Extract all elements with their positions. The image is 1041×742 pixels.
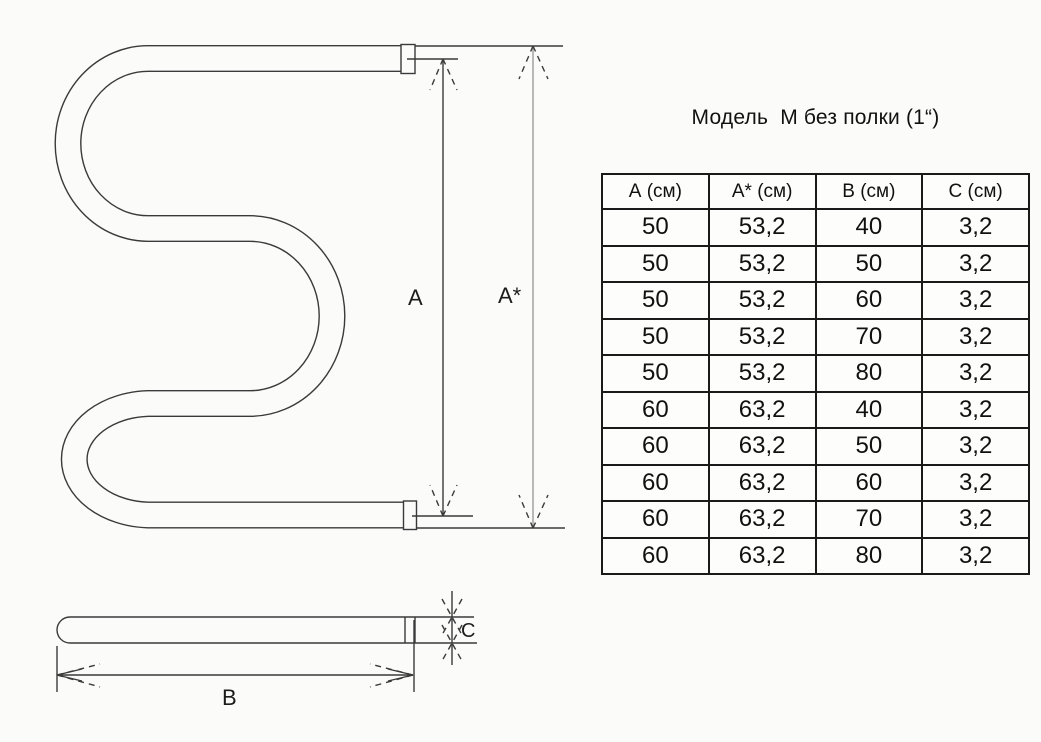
table-cell: 53,2 <box>709 246 816 283</box>
table-cell: 3,2 <box>922 538 1029 575</box>
dim-a-label: А <box>408 285 423 310</box>
table-cell: 60 <box>816 282 923 319</box>
table-cell: 50 <box>602 355 709 392</box>
table-cell: 50 <box>816 428 923 465</box>
table-cell: 50 <box>816 246 923 283</box>
table-row <box>602 392 1029 429</box>
table-cell: 70 <box>816 319 923 356</box>
table-cell: 3,2 <box>922 465 1029 502</box>
table-cell: 60 <box>602 465 709 502</box>
table-cell: 60 <box>602 538 709 575</box>
dim-c-label: С <box>461 620 476 642</box>
col-header-a: А (см) <box>602 174 709 209</box>
table-header-row <box>602 174 1029 209</box>
table-cell: 63,2 <box>709 501 816 538</box>
table-row <box>602 209 1029 246</box>
table-cell: 63,2 <box>709 538 816 575</box>
bottom-pipe-end-fitting <box>404 501 417 530</box>
table-cell: 3,2 <box>922 246 1029 283</box>
top-view-pipe <box>57 617 415 643</box>
table-cell: 80 <box>816 355 923 392</box>
table-cell: 53,2 <box>709 319 816 356</box>
table-cell: 3,2 <box>922 392 1029 429</box>
table-cell: 50 <box>602 282 709 319</box>
dim-b-label: В <box>222 685 237 710</box>
table-cell: 60 <box>816 465 923 502</box>
table-cell: 53,2 <box>709 355 816 392</box>
table-cell: 63,2 <box>709 465 816 502</box>
table-cell: 3,2 <box>922 355 1029 392</box>
model-title: Модель М без полки (1“) <box>691 106 940 129</box>
table-cell: 50 <box>602 319 709 356</box>
table-cell: 50 <box>602 209 709 246</box>
front-view <box>68 45 565 530</box>
table-cell: 60 <box>602 392 709 429</box>
table-cell: 70 <box>816 501 923 538</box>
table-cell: 63,2 <box>709 392 816 429</box>
table-cell: 3,2 <box>922 282 1029 319</box>
table-row <box>602 282 1029 319</box>
top-view <box>57 591 477 710</box>
table-cell: 63,2 <box>709 428 816 465</box>
table-cell: 80 <box>816 538 923 575</box>
table-cell: 60 <box>602 501 709 538</box>
table-cell: 3,2 <box>922 501 1029 538</box>
table-cell: 53,2 <box>709 282 816 319</box>
table-cell: 3,2 <box>922 319 1029 356</box>
table-row <box>602 538 1029 575</box>
table-cell: 3,2 <box>922 209 1029 246</box>
table-row <box>602 246 1029 283</box>
col-header-c: С (см) <box>922 174 1029 209</box>
dimensions-table <box>601 173 1030 575</box>
table-row <box>602 465 1029 502</box>
pipe-fill <box>68 59 408 516</box>
table-row <box>602 428 1029 465</box>
table-row <box>602 319 1029 356</box>
table-cell: 40 <box>816 209 923 246</box>
table-row <box>602 355 1029 392</box>
table-cell: 53,2 <box>709 209 816 246</box>
table-row <box>602 501 1029 538</box>
table-cell: 3,2 <box>922 428 1029 465</box>
table-cell: 40 <box>816 392 923 429</box>
dim-a-star-label: А* <box>498 283 522 308</box>
col-header-b: В (см) <box>816 174 923 209</box>
table-cell: 50 <box>602 246 709 283</box>
table-cell: 60 <box>602 428 709 465</box>
pipe-outline <box>68 59 408 516</box>
col-header-a-star: А* (см) <box>709 174 816 209</box>
